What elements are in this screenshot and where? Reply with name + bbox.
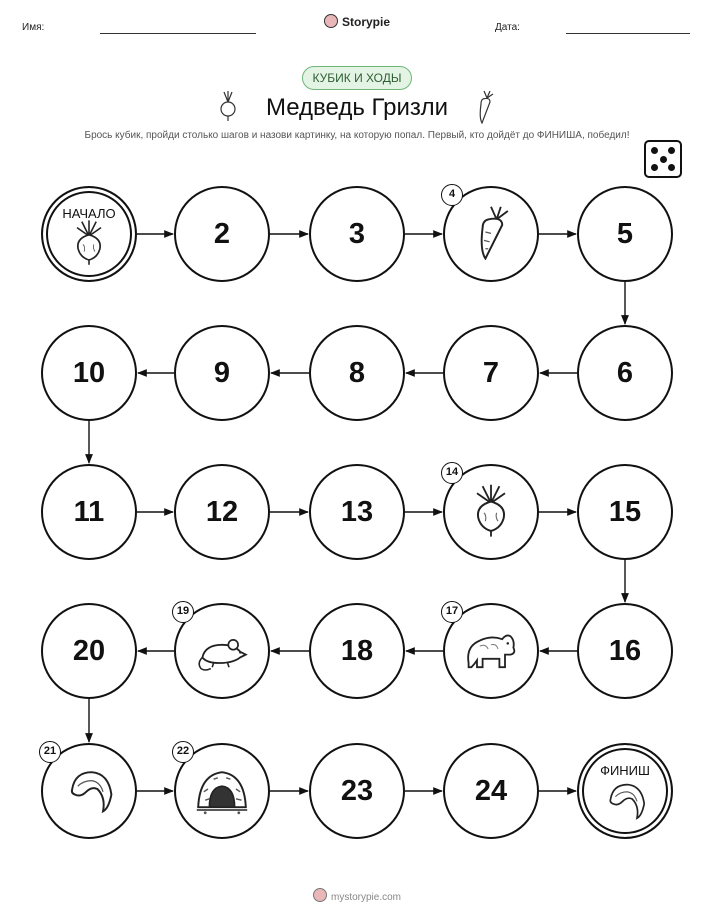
cell-number: 13 [340,495,374,528]
cell-number: 3 [348,217,366,250]
page-title: Медведь Гризли [265,94,449,121]
cell-number: 20 [72,634,106,667]
bear-logo-icon [313,888,327,902]
beet-icon [463,482,519,543]
board-cell-23 [309,743,405,839]
start-label: НАЧАЛО [62,206,116,221]
board-cell-2 [174,186,270,282]
cell-number: 23 [340,774,374,807]
cell-number: 7 [482,356,500,389]
mouse-icon [194,621,250,682]
cell-number-badge: 19 [172,601,194,623]
finish-cell [577,743,673,839]
cell-number: 6 [616,356,634,389]
bear-icon [463,621,519,682]
board-cell-22 [174,743,270,839]
board-cell-8 [309,325,405,421]
board-cell-13 [309,464,405,560]
board-cell-6 [577,325,673,421]
cell-number: 11 [73,495,105,528]
board-cell-21 [41,743,137,839]
board-cell-5 [577,186,673,282]
board-cell-3 [309,186,405,282]
cell-number: 8 [348,356,366,389]
footer [0,888,714,903]
cell-number: 10 [72,356,106,389]
cell-number-badge: 17 [441,601,463,623]
finish-label: ФИНИШ [600,763,650,778]
cell-number: 15 [608,495,642,528]
cell-number: 12 [205,495,239,528]
footer-url: mystorypie.com [330,892,401,903]
cell-number: 2 [213,217,231,250]
board-cell-9 [174,325,270,421]
board-cell-24 [443,743,539,839]
name-label: Имя: [22,22,45,33]
board-cell-7 [443,325,539,421]
board-cell-14 [443,464,539,560]
cell-number: 9 [213,356,231,389]
claw-icon [61,761,117,822]
cell-number: 18 [340,634,374,667]
start-cell [41,186,137,282]
den-icon [194,761,250,822]
board-cell-16 [577,603,673,699]
cell-number: 24 [474,774,508,807]
board-cell-12 [174,464,270,560]
board-cell-18 [309,603,405,699]
cell-number: 16 [608,634,642,667]
cell-number: 5 [616,217,634,250]
date-label: Дата: [495,22,520,33]
board-cell-20 [41,603,137,699]
board-cell-11 [41,464,137,560]
board-cell-17 [443,603,539,699]
game-type-badge: КУБИК И ХОДЫ [302,66,412,90]
carrot-icon [463,204,519,265]
brand-name: Storypie [341,15,390,29]
cell-number-badge: 21 [39,741,61,763]
board-cell-19 [174,603,270,699]
instructions-text: Брось кубик, пройди столько шагов и назови картинку, на которую попал. Первый, кто дойдёт до ФИНИША, победил! [84,130,630,141]
board-cell-15 [577,464,673,560]
cell-number-badge: 22 [172,741,194,763]
board-cell-10 [41,325,137,421]
cell-number-badge: 14 [441,462,463,484]
cell-number-badge: 4 [441,184,463,206]
board-cell-4 [443,186,539,282]
